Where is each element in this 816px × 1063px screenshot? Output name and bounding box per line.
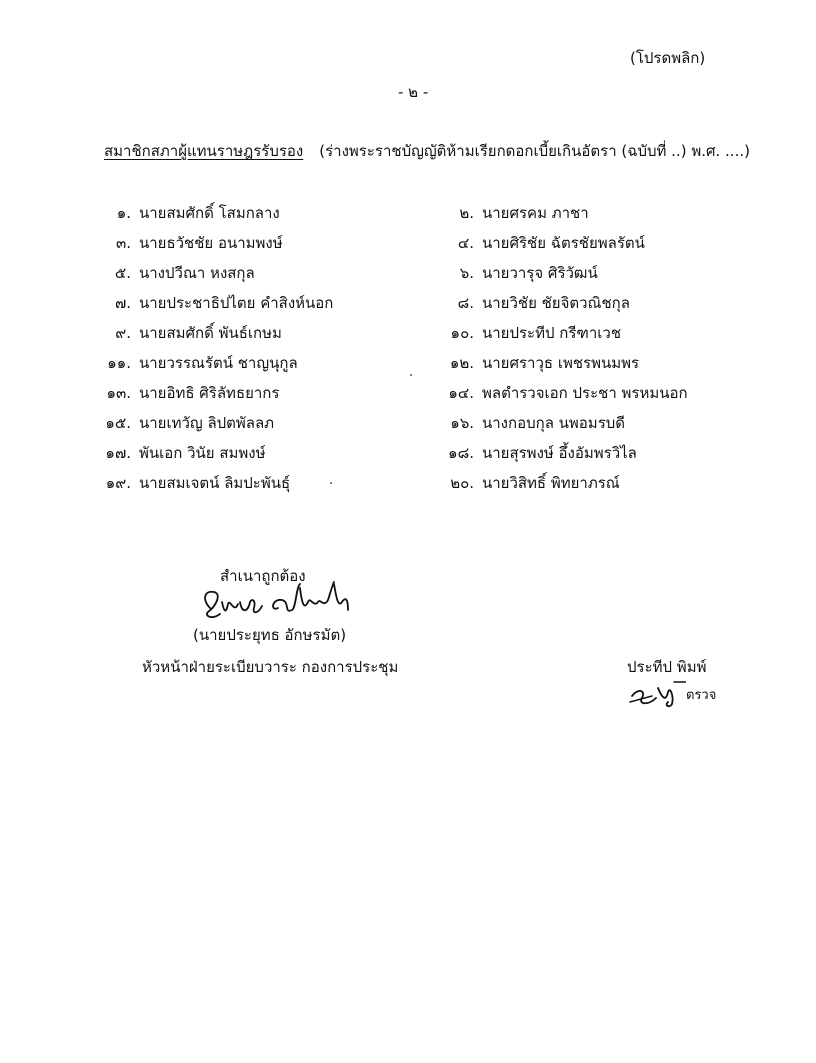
member-number: ๑๓. [106,384,131,402]
member-number: ๑๙. [105,474,131,492]
scan-speck [330,482,332,484]
member-item [432,381,688,405]
member-number: ๑๘. [448,444,474,462]
member-number: ๑๗. [105,444,131,462]
member-name: พันเอก วินัย สมพงษ์ [139,444,266,462]
member-number: ๒๐. [450,474,474,492]
member-name: นายวารุจ ศิริวัฒน์ [482,264,598,282]
member-item [89,321,282,345]
member-name: นายวรรณรัตน์ ชาญนุกูล [139,354,298,372]
member-item [89,291,333,315]
member-item [89,441,266,465]
member-number: ๑๔. [448,384,474,402]
member-item [89,261,255,285]
member-name: นายวิสิทธิ์ พิทยาภรณ์ [482,474,620,492]
member-number: ๑๒. [449,354,474,372]
member-item [89,471,290,495]
member-number: ๘. [457,294,474,312]
member-name: นายประชาธิปไตย คำสิงห์นอก [139,294,334,312]
member-number: ๒. [459,204,474,222]
member-number: ๑๖. [450,414,474,432]
member-number: ๑๕. [105,414,131,432]
member-name: นางกอบกุล นพอมรบดี [482,414,626,432]
member-name: นางปวีณา หงสกุล [139,264,255,282]
member-number: ๖. [459,264,474,282]
member-item [89,231,283,255]
member-number: ๑. [116,204,131,222]
typist-note: ประทีป พิมพ์ [627,658,707,676]
member-item [89,351,298,375]
member-number: ๓. [115,234,131,252]
member-name: นายอิทธิ ศิริลัทธยากร [139,384,280,402]
member-name: นายศราวุธ เพชรพนมพร [482,354,640,372]
member-name: นายสุรพงษ์ อึ้งอัมพรวิไล [482,444,637,462]
member-item [89,381,279,405]
member-item [432,231,645,255]
member-name: นายเทวัญ ลิปตพัลลภ [139,414,275,432]
member-name: พลตำรวจเอก ประชา พรหมนอก [482,384,688,402]
signer-title: หัวหน้าฝ่ายระเบียบวาระ กองการประชุม [142,658,399,676]
member-name: นายสมศักดิ์ โสมกลาง [139,204,280,222]
member-item [432,471,620,495]
checker-initials [628,676,686,710]
member-name: นายศิริชัย ฉัตรชัยพลรัตน์ [482,234,645,252]
member-name: นายธวัชชัย อนามพงษ์ [139,234,283,252]
bill-title: (ร่างพระราชบัญญัติห้ามเรียกดอกเบี้ยเกินอัตรา (ฉบับที่ ..) พ.ศ. ....) [319,142,750,160]
signer-name: (นายประยุทธ อักษรมัต) [193,626,347,644]
member-item [432,261,598,285]
member-item [432,411,625,435]
member-name: นายประทีป กรีฑาเวช [482,324,622,342]
member-name: นายสมศักดิ์ พันธ์เกษม [139,324,282,342]
turn-page-note: (โปรดพลิก) [630,49,706,67]
heading-title: สมาชิกสภาผู้แทนราษฎรรับรอง [104,142,304,160]
member-item [432,201,589,225]
member-number: ๑๑. [107,354,131,372]
member-number: ๗. [114,294,131,312]
page-number: - ๒ - [398,83,429,101]
member-number: ๑๐. [450,324,474,342]
member-number: ๔. [457,234,474,252]
heading [104,139,750,163]
member-item [432,291,630,315]
member-item [432,321,621,345]
scan-speck [410,374,412,376]
member-number: ๕. [114,264,131,282]
member-name: นายสมเจตน์ ลิมปะพันธุ์ [139,474,291,492]
member-name: นายวิชัย ชัยจิตวณิชกุล [482,294,630,312]
member-item [432,351,639,375]
member-name: นายศรคม ภาชา [482,204,589,222]
checked-label: ตรวจ [686,688,717,703]
member-item [432,441,637,465]
member-item [89,411,274,435]
certified-copy-label: สำเนาถูกต้อง [220,567,306,585]
member-item [89,201,280,225]
member-number: ๙. [115,324,131,342]
